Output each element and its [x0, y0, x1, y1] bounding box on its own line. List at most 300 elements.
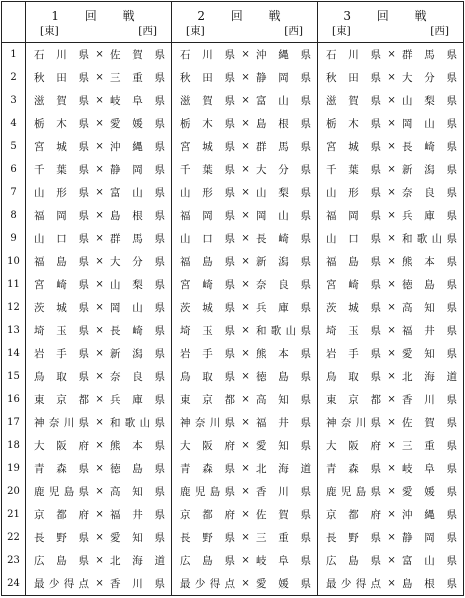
table-row: [2, 66, 464, 89]
west-team: 沖縄県: [255, 49, 312, 62]
west-team: 北海道: [401, 370, 458, 383]
west-team: 高知県: [255, 393, 312, 406]
west-team: 島根県: [109, 210, 166, 223]
versus-mark: ×: [387, 416, 396, 428]
east-team: 滋賀県: [180, 95, 236, 108]
east-team: 滋賀県: [34, 95, 90, 108]
versus-mark: ×: [95, 187, 104, 199]
versus-mark: ×: [95, 278, 104, 290]
west-team: 岐阜県: [255, 554, 312, 567]
versus-mark: ×: [95, 370, 104, 382]
west-team: 富山県: [255, 95, 312, 108]
west-team: 徳島県: [401, 278, 458, 291]
east-team: 神奈川県: [34, 416, 90, 429]
round-1-west-label: [西]: [138, 25, 157, 37]
east-team: 埼玉県: [326, 324, 382, 337]
versus-mark: ×: [387, 577, 396, 589]
match-cell-round-1: [26, 204, 172, 227]
match-cell-round-1: [26, 388, 172, 411]
match-cell-round-2: [172, 503, 318, 526]
versus-mark: ×: [387, 462, 396, 474]
versus-mark: ×: [387, 508, 396, 520]
match-cell-round-1: [26, 365, 172, 388]
versus-mark: ×: [95, 439, 104, 451]
versus-mark: ×: [241, 531, 250, 543]
match-cell-round-3: [318, 319, 464, 342]
east-team: 東京都: [326, 393, 382, 406]
round-1-east-label: [東]: [40, 25, 59, 37]
versus-mark: ×: [241, 118, 250, 130]
match-cell-round-2: [172, 572, 318, 596]
match-cell-round-1: [26, 89, 172, 112]
east-team: 栃木県: [34, 118, 90, 131]
match-cell-round-2: [172, 388, 318, 411]
east-team: 鳥取県: [180, 370, 236, 383]
versus-mark: ×: [387, 531, 396, 543]
versus-mark: ×: [241, 141, 250, 153]
table-row: [2, 296, 464, 319]
east-team: 青森県: [326, 462, 382, 475]
versus-mark: ×: [241, 554, 250, 566]
versus-mark: ×: [95, 210, 104, 222]
match-cell-round-3: [318, 457, 464, 480]
versus-mark: ×: [95, 72, 104, 84]
match-cell-round-3: [318, 549, 464, 572]
match-cell-round-1: [26, 296, 172, 319]
match-cell-round-2: [172, 112, 318, 135]
versus-mark: ×: [95, 301, 104, 313]
versus-mark: ×: [241, 233, 250, 244]
table-row: [2, 342, 464, 365]
west-team: 香川県: [255, 485, 312, 498]
west-team: 奈良県: [255, 278, 312, 291]
east-team: 青森県: [180, 462, 236, 475]
east-team: 広島県: [180, 554, 236, 567]
versus-mark: ×: [95, 485, 104, 497]
west-team: 熊本県: [109, 439, 166, 452]
versus-mark: ×: [387, 255, 396, 267]
west-team: 三重県: [109, 72, 166, 85]
table-row: [2, 158, 464, 181]
east-team: 山口県: [180, 233, 236, 245]
round-2-title: 2 回 戦: [197, 9, 292, 23]
west-team: 北海道: [109, 554, 166, 567]
match-cell-round-1: [26, 227, 172, 250]
west-team: 岡山県: [255, 210, 312, 223]
row-number: 19: [2, 457, 26, 480]
row-number: 22: [2, 526, 26, 549]
match-cell-round-3: [318, 204, 464, 227]
east-team: 宮崎県: [34, 278, 90, 291]
versus-mark: ×: [241, 577, 250, 589]
west-team: 愛媛県: [401, 485, 458, 498]
west-team: 奈良県: [401, 187, 458, 200]
row-number: 13: [2, 319, 26, 342]
west-team: 和歌山県: [255, 324, 312, 337]
match-cell-round-2: [172, 549, 318, 572]
match-cell-round-1: [26, 273, 172, 296]
row-number: 16: [2, 388, 26, 411]
row-number: 4: [2, 112, 26, 135]
table-row: [2, 250, 464, 273]
versus-mark: ×: [387, 347, 396, 359]
east-team: 最少得点: [34, 577, 90, 590]
match-cell-round-2: [172, 365, 318, 388]
east-team: 茨城県: [326, 301, 382, 314]
versus-mark: ×: [387, 72, 396, 84]
versus-mark: ×: [387, 301, 396, 313]
east-team: 山口県: [326, 233, 382, 245]
match-cell-round-1: [26, 549, 172, 572]
west-team: 静岡県: [109, 164, 166, 177]
east-team: 最少得点: [180, 577, 236, 590]
versus-mark: ×: [95, 554, 104, 566]
row-number: 10: [2, 250, 26, 273]
east-team: 千葉県: [180, 164, 236, 177]
match-cell-round-2: [172, 158, 318, 181]
match-cell-round-1: [26, 572, 172, 596]
east-team: 石川県: [34, 49, 90, 62]
versus-mark: ×: [95, 255, 104, 267]
west-team: 富山県: [109, 187, 166, 200]
west-team: 群馬県: [255, 141, 312, 154]
west-team: 奈良県: [109, 370, 166, 383]
west-team: 岐阜県: [401, 462, 458, 475]
row-number: 15: [2, 365, 26, 388]
match-cell-round-2: [172, 526, 318, 549]
east-team: 石川県: [326, 49, 382, 62]
versus-mark: ×: [95, 95, 104, 107]
west-team: 香川県: [401, 393, 458, 406]
versus-mark: ×: [387, 164, 396, 176]
row-number: 11: [2, 273, 26, 296]
west-team: 和歌山県: [401, 233, 458, 245]
match-cell-round-3: [318, 66, 464, 89]
match-cell-round-2: [172, 227, 318, 250]
west-team: 高知県: [401, 301, 458, 314]
east-team: 神奈川県: [180, 416, 236, 429]
west-team: 兵庫県: [109, 393, 166, 406]
east-team: 岩手県: [180, 347, 236, 360]
west-team: 熊本県: [255, 347, 312, 360]
row-number: 14: [2, 342, 26, 365]
table-row: [2, 388, 464, 411]
versus-mark: ×: [241, 462, 250, 474]
west-team: 福井県: [109, 508, 166, 521]
east-team: 福島県: [180, 255, 236, 268]
match-cell-round-3: [318, 388, 464, 411]
table-row: [2, 43, 464, 67]
match-cell-round-3: [318, 572, 464, 596]
west-team: 新潟県: [401, 164, 458, 177]
versus-mark: ×: [241, 370, 250, 382]
match-cell-round-3: [318, 158, 464, 181]
versus-mark: ×: [241, 439, 250, 451]
match-cell-round-1: [26, 43, 172, 67]
match-cell-round-2: [172, 43, 318, 67]
east-team: 福岡県: [326, 210, 382, 223]
versus-mark: ×: [387, 49, 396, 61]
versus-mark: ×: [387, 95, 396, 107]
match-cell-round-2: [172, 434, 318, 457]
west-team: 愛知県: [109, 531, 166, 544]
west-team: 兵庫県: [401, 210, 458, 223]
row-number: 8: [2, 204, 26, 227]
east-team: 鹿児島県: [180, 485, 236, 498]
row-number: 17: [2, 411, 26, 434]
west-team: 沖縄県: [401, 508, 458, 521]
versus-mark: ×: [241, 485, 250, 497]
east-team: 長野県: [34, 531, 90, 544]
east-team: 福岡県: [34, 210, 90, 223]
west-team: 山梨県: [255, 187, 312, 200]
versus-mark: ×: [241, 324, 250, 336]
table-row: [2, 227, 464, 250]
match-cell-round-2: [172, 204, 318, 227]
row-number: 12: [2, 296, 26, 319]
east-team: 秋田県: [34, 72, 90, 85]
versus-mark: ×: [387, 439, 396, 451]
versus-mark: ×: [241, 301, 250, 313]
west-team: 長崎県: [401, 141, 458, 154]
row-number: 23: [2, 549, 26, 572]
match-cell-round-1: [26, 181, 172, 204]
versus-mark: ×: [95, 324, 104, 336]
east-team: 埼玉県: [34, 324, 90, 337]
east-team: 神奈川県: [326, 416, 382, 429]
versus-mark: ×: [387, 554, 396, 566]
match-cell-round-1: [26, 411, 172, 434]
tournament-schedule-table: [1, 1, 464, 596]
match-cell-round-3: [318, 43, 464, 67]
east-team: 秋田県: [326, 72, 382, 85]
east-team: 東京都: [34, 393, 90, 406]
match-cell-round-3: [318, 181, 464, 204]
row-number: 24: [2, 572, 26, 596]
west-team: 静岡県: [401, 531, 458, 544]
west-team: 熊本県: [401, 255, 458, 268]
west-team: 徳島県: [255, 370, 312, 383]
east-team: 岩手県: [34, 347, 90, 360]
row-number: 2: [2, 66, 26, 89]
west-team: 長崎県: [109, 324, 166, 337]
match-cell-round-3: [318, 135, 464, 158]
table-row: [2, 204, 464, 227]
west-team: 新潟県: [255, 255, 312, 268]
match-cell-round-2: [172, 480, 318, 503]
match-cell-round-3: [318, 112, 464, 135]
match-cell-round-1: [26, 342, 172, 365]
east-team: 秋田県: [180, 72, 236, 85]
row-number: 7: [2, 181, 26, 204]
versus-mark: ×: [241, 416, 250, 428]
east-team: 広島県: [326, 554, 382, 567]
versus-mark: ×: [95, 347, 104, 359]
versus-mark: ×: [241, 255, 250, 267]
east-team: 東京都: [180, 393, 236, 406]
east-team: 山形県: [326, 187, 382, 200]
match-cell-round-1: [26, 526, 172, 549]
match-cell-round-3: [318, 296, 464, 319]
match-cell-round-3: [318, 526, 464, 549]
match-cell-round-1: [26, 480, 172, 503]
versus-mark: ×: [95, 462, 104, 474]
match-cell-round-1: [26, 319, 172, 342]
west-team: 沖縄県: [109, 141, 166, 154]
east-team: 山形県: [34, 187, 90, 200]
round-1-title: 1 回 戦: [51, 9, 146, 23]
west-team: 岐阜県: [109, 95, 166, 108]
match-cell-round-2: [172, 273, 318, 296]
east-team: 岩手県: [326, 347, 382, 360]
west-team: 山梨県: [109, 278, 166, 291]
round-3-header: [318, 2, 464, 43]
west-team: 新潟県: [109, 347, 166, 360]
west-team: 佐賀県: [109, 49, 166, 62]
table-row: [2, 135, 464, 158]
east-team: 青森県: [34, 462, 90, 475]
round-1-header: [26, 2, 172, 43]
east-team: 宮城県: [34, 141, 90, 154]
row-number: 9: [2, 227, 26, 250]
east-team: 宮城県: [180, 141, 236, 154]
row-number: 6: [2, 158, 26, 181]
table-row: [2, 319, 464, 342]
versus-mark: ×: [95, 416, 104, 428]
table-row: [2, 457, 464, 480]
row-number: 21: [2, 503, 26, 526]
match-cell-round-3: [318, 227, 464, 250]
east-team: 福岡県: [180, 210, 236, 223]
east-team: 宮崎県: [326, 278, 382, 291]
east-team: 宮崎県: [180, 278, 236, 291]
west-team: 大分県: [401, 72, 458, 85]
east-team: 鳥取県: [326, 370, 382, 383]
west-team: 静岡県: [255, 72, 312, 85]
match-cell-round-3: [318, 89, 464, 112]
match-cell-round-3: [318, 250, 464, 273]
versus-mark: ×: [387, 141, 396, 153]
west-team: 和歌山県: [109, 416, 166, 429]
round-2-east-label: [東]: [186, 25, 205, 37]
match-cell-round-3: [318, 434, 464, 457]
match-cell-round-3: [318, 411, 464, 434]
versus-mark: ×: [95, 164, 104, 176]
east-team: 長野県: [326, 531, 382, 544]
table-row: [2, 572, 464, 596]
versus-mark: ×: [241, 347, 250, 359]
east-team: 栃木県: [180, 118, 236, 131]
west-team: 佐賀県: [255, 508, 312, 521]
table-row: [2, 89, 464, 112]
west-team: 三重県: [401, 439, 458, 452]
versus-mark: ×: [95, 393, 104, 405]
versus-mark: ×: [95, 141, 104, 153]
east-team: 栃木県: [326, 118, 382, 131]
versus-mark: ×: [387, 233, 396, 244]
east-team: 京都府: [34, 508, 90, 521]
west-team: 群馬県: [401, 49, 458, 62]
west-team: 兵庫県: [255, 301, 312, 314]
west-team: 岡山県: [109, 301, 166, 314]
versus-mark: ×: [387, 370, 396, 382]
west-team: 愛知県: [255, 439, 312, 452]
west-team: 福井県: [255, 416, 312, 429]
east-team: 埼玉県: [180, 324, 236, 337]
versus-mark: ×: [95, 233, 104, 244]
east-team: 大阪府: [180, 439, 236, 452]
table-row: [2, 480, 464, 503]
versus-mark: ×: [387, 210, 396, 222]
round-3-title: 3 回 戦: [343, 9, 438, 23]
east-team: 鹿児島県: [34, 485, 90, 498]
west-team: 島根県: [255, 118, 312, 131]
east-team: 長野県: [180, 531, 236, 544]
versus-mark: ×: [387, 485, 396, 497]
header-row: [2, 2, 464, 43]
east-team: 石川県: [180, 49, 236, 62]
west-team: 福井県: [401, 324, 458, 337]
row-number: 3: [2, 89, 26, 112]
row-number: 20: [2, 480, 26, 503]
match-cell-round-1: [26, 158, 172, 181]
table-row: [2, 434, 464, 457]
east-team: 京都府: [326, 508, 382, 521]
round-2-west-label: [西]: [284, 25, 303, 37]
row-number: 5: [2, 135, 26, 158]
versus-mark: ×: [241, 49, 250, 61]
match-cell-round-2: [172, 319, 318, 342]
east-team: 鹿児島県: [326, 485, 382, 498]
west-team: 愛媛県: [109, 118, 166, 131]
table-row: [2, 549, 464, 572]
table-row: [2, 365, 464, 388]
west-team: 佐賀県: [401, 416, 458, 429]
east-team: 大阪府: [326, 439, 382, 452]
east-team: 大阪府: [34, 439, 90, 452]
round-3-west-label: [西]: [430, 25, 449, 37]
west-team: 山梨県: [401, 95, 458, 108]
east-team: 山口県: [34, 233, 90, 245]
table-row: [2, 503, 464, 526]
west-team: 愛媛県: [255, 577, 312, 590]
versus-mark: ×: [95, 118, 104, 130]
east-team: 茨城県: [34, 301, 90, 314]
match-cell-round-2: [172, 181, 318, 204]
versus-mark: ×: [241, 508, 250, 520]
versus-mark: ×: [387, 187, 396, 199]
match-cell-round-1: [26, 66, 172, 89]
versus-mark: ×: [95, 49, 104, 61]
match-cell-round-3: [318, 365, 464, 388]
versus-mark: ×: [387, 278, 396, 290]
versus-mark: ×: [387, 324, 396, 336]
east-team: 最少得点: [326, 577, 382, 590]
schedule-table-wrapper: [1, 1, 463, 596]
west-team: 島根県: [401, 577, 458, 590]
match-cell-round-3: [318, 273, 464, 296]
versus-mark: ×: [95, 508, 104, 520]
versus-mark: ×: [95, 531, 104, 543]
east-team: 茨城県: [180, 301, 236, 314]
match-cell-round-2: [172, 250, 318, 273]
versus-mark: ×: [241, 95, 250, 107]
versus-mark: ×: [241, 393, 250, 405]
round-2-header: [172, 2, 318, 43]
table-row: [2, 273, 464, 296]
match-cell-round-1: [26, 434, 172, 457]
east-team: 滋賀県: [326, 95, 382, 108]
